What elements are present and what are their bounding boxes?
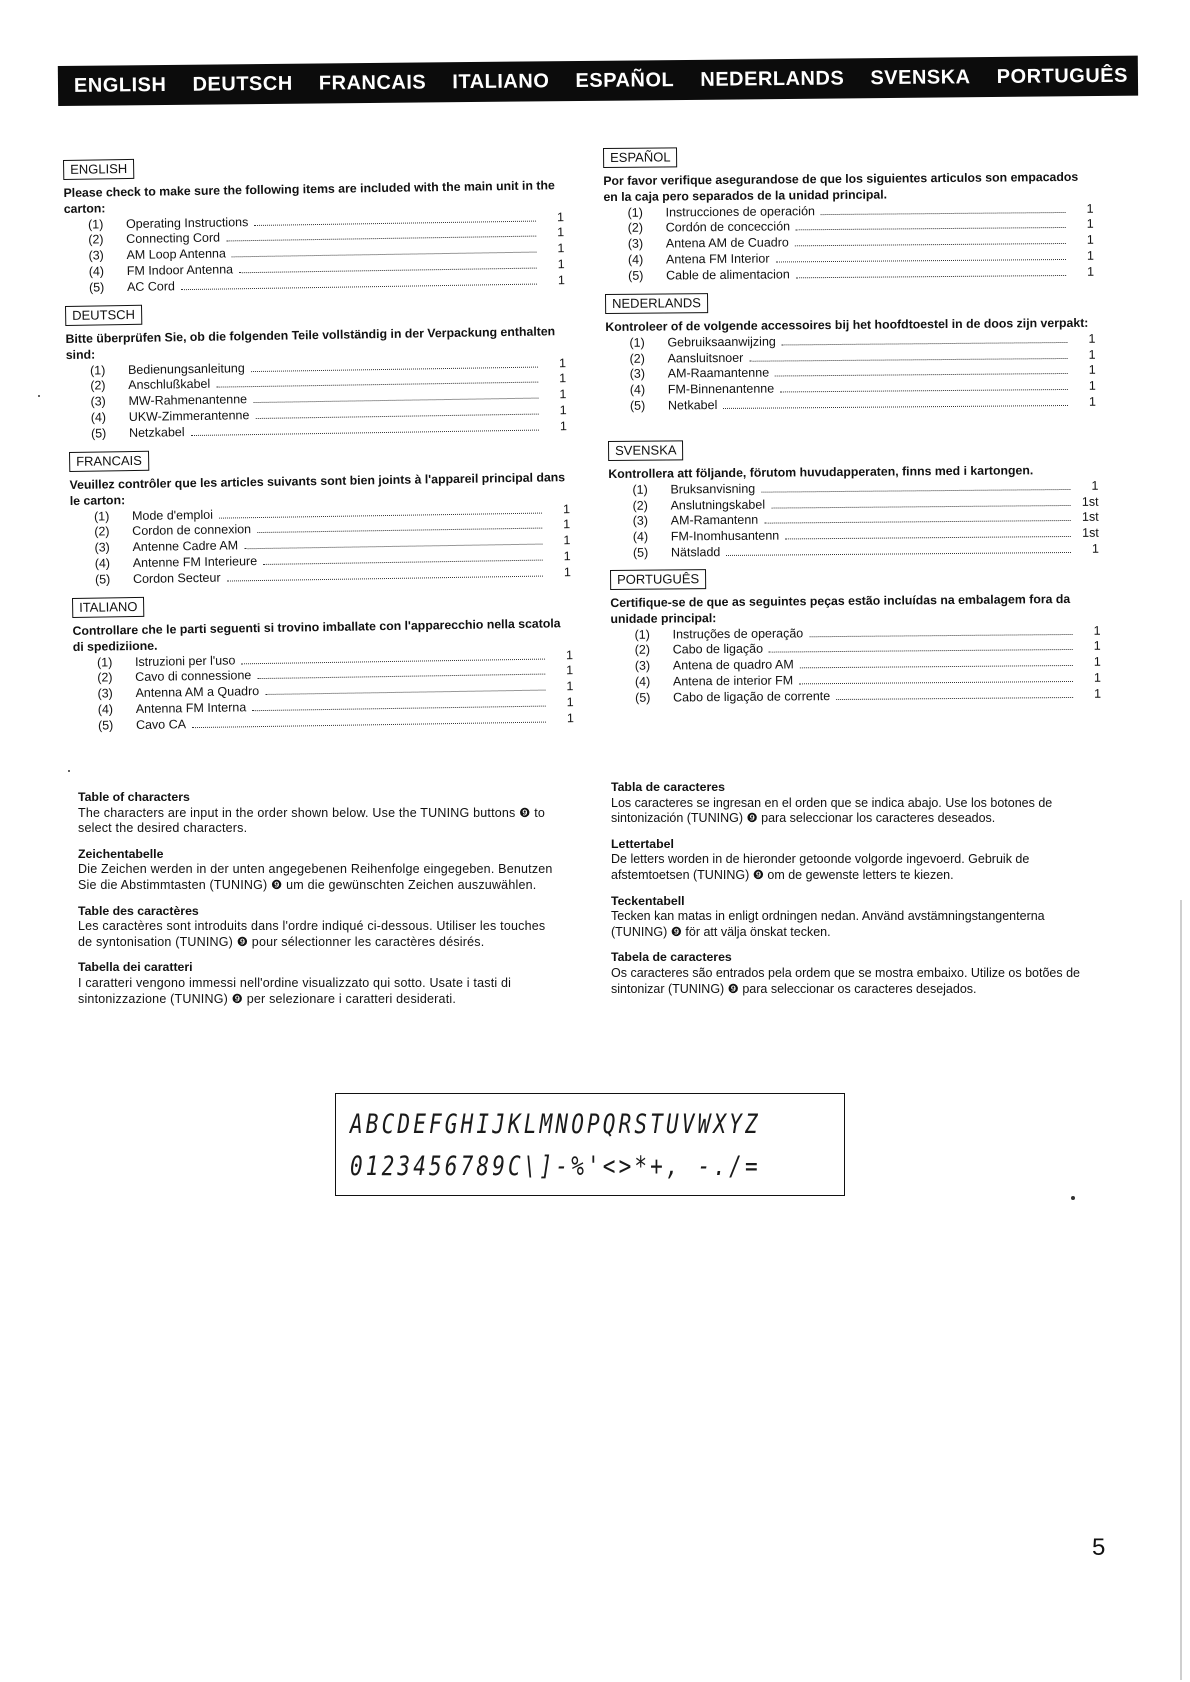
note-body: Tecken kan matas in enligt ordningen nedan. Använd avstämningstangenterna (TUNING) ❾ för att välja önskat tecken. xyxy=(611,909,1045,939)
note-block xyxy=(78,904,560,951)
note-block xyxy=(78,790,560,837)
scan-dot xyxy=(68,770,70,772)
list-item: (1) Istruzioni per l'uso 1 xyxy=(96,647,574,670)
lang-francais: FRANCAIS xyxy=(318,70,427,94)
section-intro: Kontroleer of de volgende accessoires bij het hoofdtoestel in de doos zijn verpakt: xyxy=(605,315,1089,334)
list-item: (5) AC Cord 1 xyxy=(88,272,566,295)
language-header-bar xyxy=(58,56,1138,106)
scan-dot xyxy=(38,395,40,397)
section-heading: ESPAÑOL xyxy=(603,147,678,168)
list-item: (4) Antenne FM Interieure 1 xyxy=(94,549,571,571)
scan-dot xyxy=(1071,1196,1075,1200)
list-item: (1) Bedienungsanleitung 1 xyxy=(89,355,567,378)
list-item: (5) Cordon Secteur 1 xyxy=(94,564,572,587)
list-item: (3) AM Loop Antenna 1 xyxy=(88,241,565,263)
list-item: (3) Antena AM de Cuadro 1 xyxy=(627,232,1094,251)
list-item: (1) Instruções de operação 1 xyxy=(634,623,1101,642)
section-svenska xyxy=(608,437,1099,562)
note-body: Die Zeichen werden in der unten angegebenen Reihenfolge eingegeben. Benutzen Sie die Abstimmtasten (TUNING) ❾ um die gewünschten Zeichen auszuwählen. xyxy=(78,862,553,892)
note-block xyxy=(78,960,560,1007)
lang-deutsch: DEUTSCH xyxy=(192,72,293,96)
item-list xyxy=(73,648,574,735)
list-item: (5) Netzkabel 1 xyxy=(90,418,568,441)
section-heading: FRANCAIS xyxy=(69,451,149,472)
section-intro: Controllare che le parti seguenti si trovino imballate con l'apparecchio nella scatola di spediziione. xyxy=(72,616,561,654)
list-item: (3) Antena de quadro AM 1 xyxy=(634,654,1101,673)
list-item: (1) Operating Instructions 1 xyxy=(87,209,565,232)
note-title: Table of characters xyxy=(78,790,190,804)
list-item: (3) AM-Ramantenn 1st xyxy=(632,510,1099,529)
item-list xyxy=(608,479,1099,562)
list-item: (2) Connecting Cord 1 xyxy=(88,225,565,248)
lang-english: ENGLISH xyxy=(73,73,167,97)
page-number: 5 xyxy=(1092,1534,1106,1561)
note-title: Tabla de caracteres xyxy=(611,780,725,794)
note-body: Los caracteres se ingresan en el orden que se indica abajo. Use los botones de sintonización (TUNING) ❾ para seleccionar los caracteres deseados. xyxy=(611,795,1053,826)
note-title: Tabela de caracteres xyxy=(611,950,732,965)
char-table-notes-left xyxy=(78,790,560,1017)
list-item: (4) FM-Binnenantenne 1 xyxy=(629,378,1096,397)
list-item: (5) Cable de alimentacion 1 xyxy=(628,264,1095,283)
section-espanol xyxy=(603,144,1094,285)
list-item: (1) Bruksanvisning 1 xyxy=(632,478,1099,497)
list-item: (2) Cavo di connessione 1 xyxy=(97,663,574,686)
lang-nederlands: NEDERLANDS xyxy=(700,66,845,91)
item-list xyxy=(64,210,565,297)
note-body: Os caracteres são entrados pela ordem que se mostra embaixo. Utilize os botões de sintonizar (TUNING) ❾ para seleccionar os caracteres desejados. xyxy=(611,965,1080,996)
section-francais xyxy=(69,444,571,588)
note-block xyxy=(78,847,560,894)
section-intro: Kontrollera att följande, förutom huvudapperaten, finns med i kartongen. xyxy=(608,463,1034,481)
list-item: (4) Antenna FM Interna 1 xyxy=(97,695,574,717)
section-heading: PORTUGUÊS xyxy=(610,569,706,590)
note-block xyxy=(611,950,1099,997)
list-item: (4) UKW-Zimmerantenne 1 xyxy=(90,403,567,425)
list-item: (5) Cabo de ligação de corrente 1 xyxy=(635,686,1102,705)
list-item: (4) Antena FM Interior 1 xyxy=(627,248,1095,267)
lang-espanol: ESPAÑOL xyxy=(575,68,675,92)
note-block xyxy=(611,894,1099,941)
item-list xyxy=(605,332,1096,415)
item-list xyxy=(70,502,571,589)
section-heading: NEDERLANDS xyxy=(605,293,708,314)
note-block xyxy=(611,837,1099,884)
section-intro: Veuillez contrôler que les articles suivants sont bien joints à l'appareil principal dans le carton: xyxy=(69,470,566,508)
list-item: (2) Cordon de connexion 1 xyxy=(94,517,571,540)
list-item: (1) Gebruiksaanwijzing 1 xyxy=(629,331,1096,350)
section-deutsch xyxy=(65,298,567,442)
list-item: (3) Antenna AM a Quadro 1 xyxy=(97,679,574,701)
list-item: (3) Antenne Cadre AM 1 xyxy=(94,533,571,555)
char-table-notes-right xyxy=(611,780,1099,1007)
section-heading: ITALIANO xyxy=(72,597,145,618)
list-item: (2) Cabo de ligação 1 xyxy=(634,639,1101,658)
display-row-symbols: 0123456789C\]-%'<>*+, -./= xyxy=(350,1151,761,1182)
note-body: I caratteri vengono immessi nell'ordine visualizzato qui sotto. Usate i tasti di sintonizzazione (TUNING) ❾ per selezionare i caratteri desiderati. xyxy=(78,975,512,1006)
list-item: (2) Anschlußkabel 1 xyxy=(90,371,567,394)
section-heading: SVENSKA xyxy=(608,440,684,461)
note-block xyxy=(611,780,1099,827)
section-intro: Please check to make sure the following items are included with the main unit in the carton: xyxy=(63,178,555,216)
list-item: (4) FM-Inomhusantenn 1st xyxy=(632,525,1099,544)
list-item: (4) Antena de interior FM 1 xyxy=(634,670,1102,689)
list-item: (2) Aansluitsnoer 1 xyxy=(629,347,1096,366)
note-title: Lettertabel xyxy=(611,836,674,851)
list-item: (5) Nätsladd 1 xyxy=(632,541,1100,560)
item-list xyxy=(611,623,1102,706)
note-title: Teckentabell xyxy=(611,893,685,908)
item-list xyxy=(66,356,567,443)
scan-edge-line xyxy=(1180,900,1182,1680)
note-title: Table des caractères xyxy=(78,903,199,918)
list-item: (1) Instrucciones de operación 1 xyxy=(627,201,1094,220)
section-heading: DEUTSCH xyxy=(65,305,142,326)
item-list xyxy=(604,201,1095,284)
list-item: (2) Cordón de concección 1 xyxy=(627,217,1094,236)
display-row-letters: ABCDEFGHIJKLMNOPQRSTUVWXYZ xyxy=(350,1109,761,1140)
section-portugues xyxy=(610,566,1101,707)
note-body: The characters are input in the order shown below. Use the TUNING buttons ❾ to select the desired characters. xyxy=(78,805,546,836)
list-item: (3) AM-Raamantenne 1 xyxy=(629,363,1096,382)
section-intro: Por favor verifique asegurandose de que los siguientes articulos son empacados en la caja pero separados de la unidad principal. xyxy=(603,169,1079,204)
lang-portugues: PORTUGUÊS xyxy=(996,64,1129,88)
note-title: Tabella dei caratteri xyxy=(78,960,193,975)
section-intro: Bitte überprüfen Sie, ob die folgenden Teile vollständig in der Verpackung enthalten sind: xyxy=(65,324,556,362)
list-item: (2) Anslutningskabel 1st xyxy=(632,494,1099,513)
list-item: (5) Cavo CA 1 xyxy=(97,710,575,733)
list-item: (3) MW-Rahmenantenne 1 xyxy=(90,387,567,409)
note-title: Zeichentabelle xyxy=(78,846,164,861)
section-nederlands xyxy=(605,290,1096,415)
note-body: Les caractères sont introduits dans l'ordre indiqué ci-dessous. Utiliser les touches de syntonisation (TUNING) ❾ pour sélectionner les caractères désirés. xyxy=(78,919,546,949)
list-item: (4) FM Indoor Antenna 1 xyxy=(88,257,565,279)
list-item: (1) Mode d'emploi 1 xyxy=(93,501,571,524)
note-body: De letters worden in de hieronder getoonde volgorde ingevoerd. Gebruik de afstemtoetsen (TUNING) ❾ om de gewenste letters te kiezen. xyxy=(611,852,1030,882)
section-english xyxy=(63,152,565,296)
character-display-table xyxy=(335,1093,845,1196)
list-item: (5) Netkabel 1 xyxy=(629,394,1097,413)
lang-svenska: SVENSKA xyxy=(870,65,971,89)
section-heading: ENGLISH xyxy=(63,159,134,180)
lang-italiano: ITALIANO xyxy=(452,69,550,93)
section-intro: Certifique-se de que as seguintes peças estão incluídas na embalagem fora da unidade principal: xyxy=(610,591,1071,626)
section-italiano xyxy=(72,590,574,734)
